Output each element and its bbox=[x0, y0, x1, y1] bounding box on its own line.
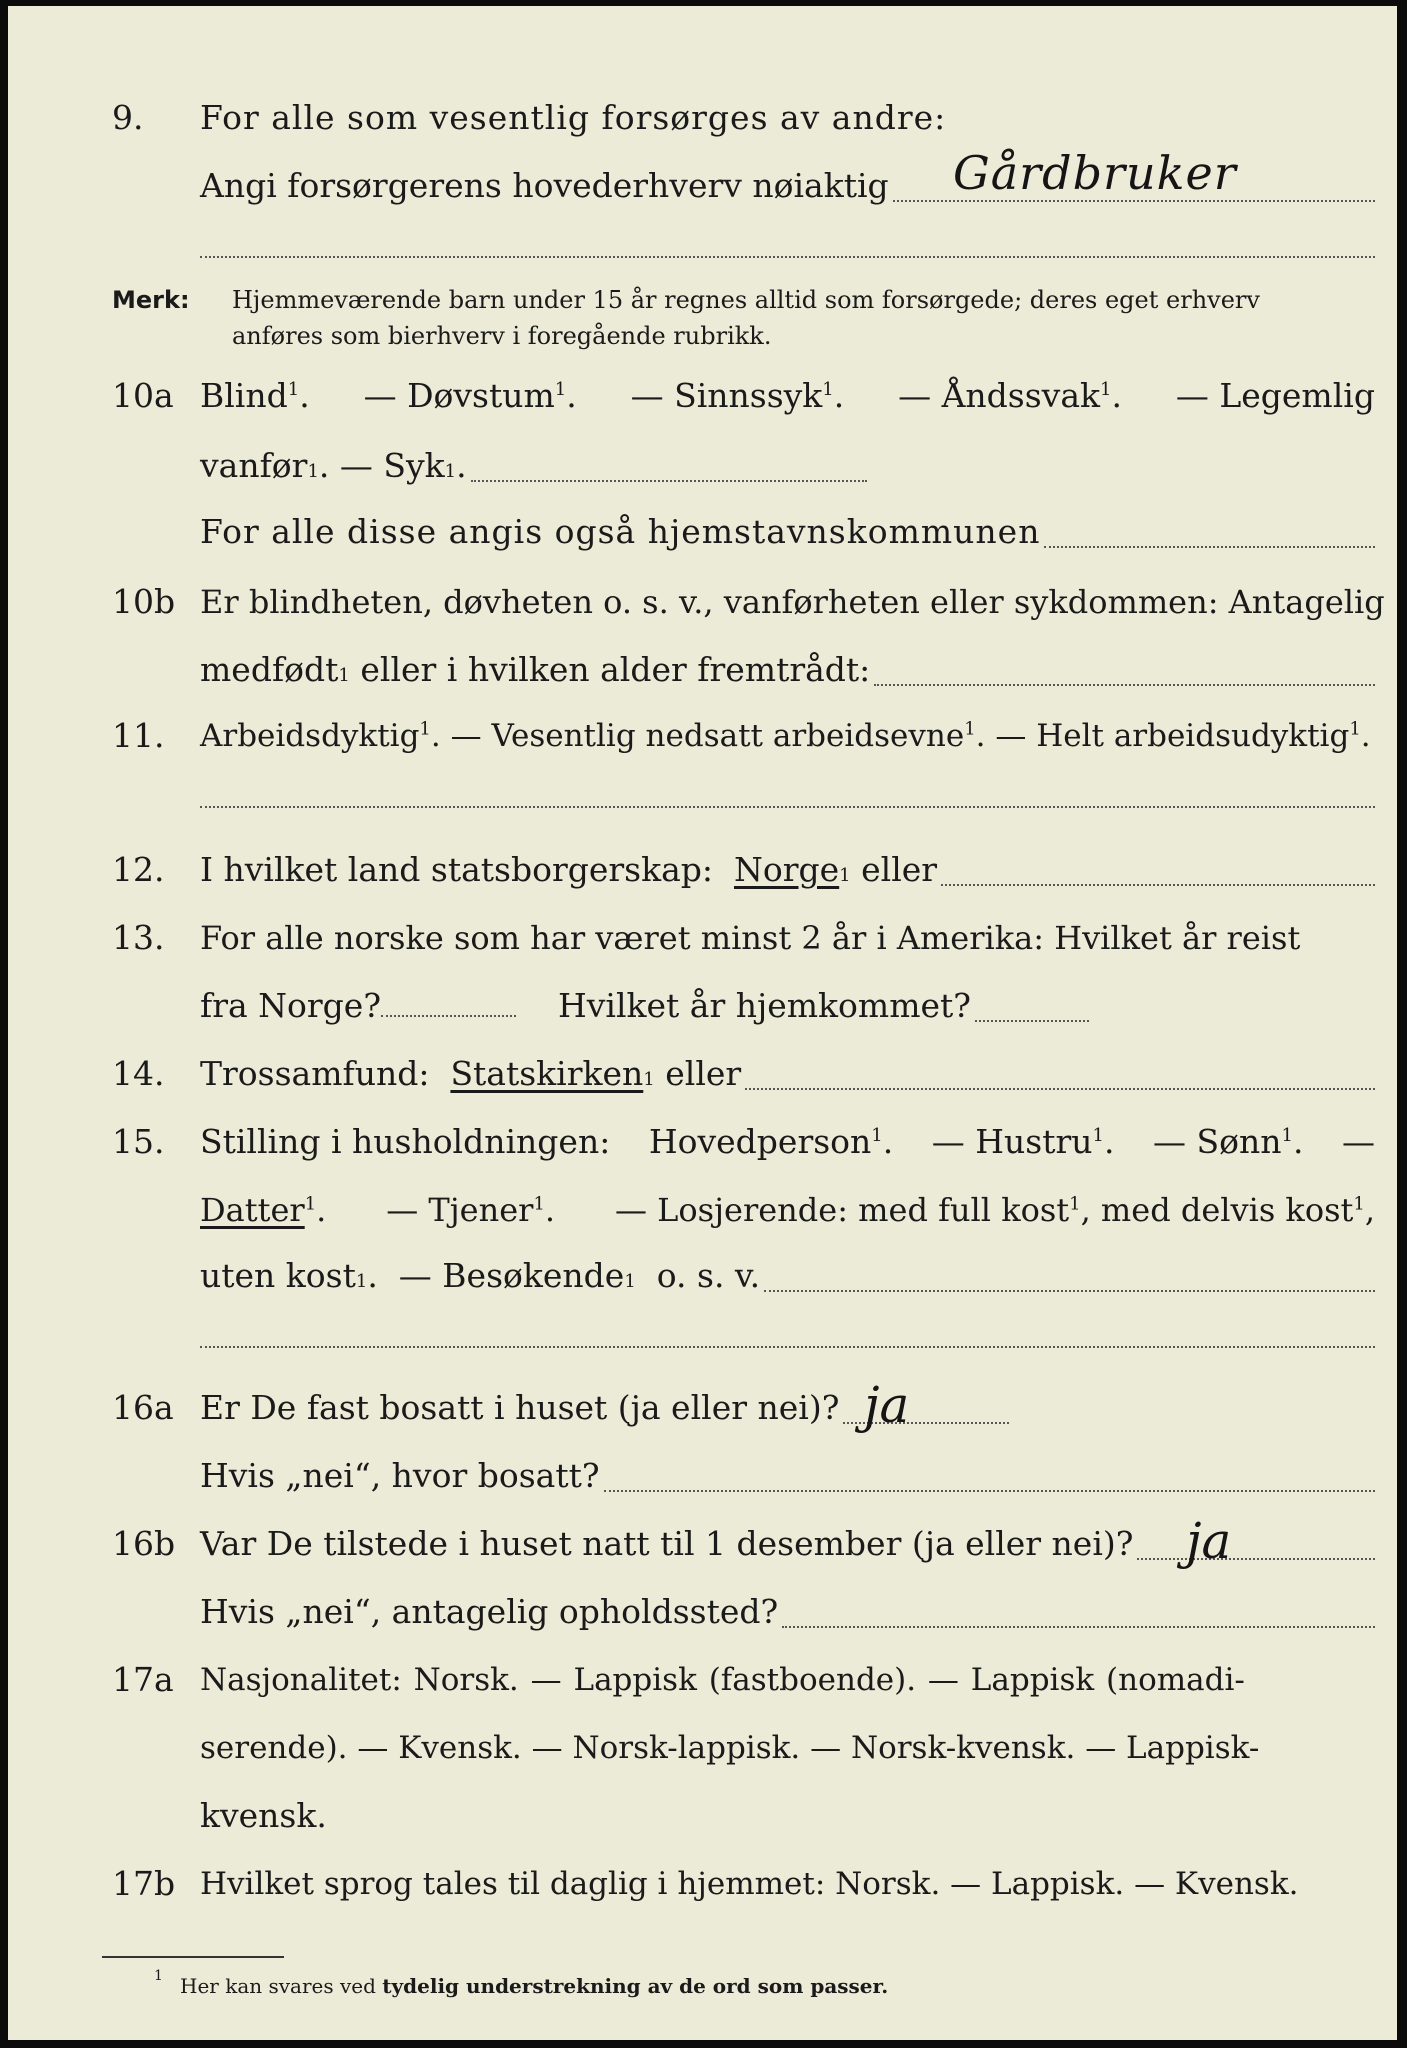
q17a-text-1: Nasjonalitet: Norsk. — Lappisk (fastboende). — Lappisk (nomadi- bbox=[200, 1662, 1245, 1698]
q16b-number: 16b bbox=[112, 1524, 176, 1563]
sup-mark: 1 bbox=[304, 1193, 317, 1215]
q10a-number: 10a bbox=[112, 376, 174, 415]
q11-answer-line[interactable] bbox=[200, 806, 1375, 808]
q15-hustru: — Hustru bbox=[931, 1122, 1093, 1161]
q14-answer-line[interactable] bbox=[745, 1088, 1375, 1090]
merk-label: Merk: bbox=[112, 286, 190, 314]
q10a-blind: Blind bbox=[200, 376, 288, 415]
sup-mark: 1 bbox=[419, 718, 431, 740]
q9-number: 9. bbox=[112, 98, 144, 137]
sup-mark: 1 bbox=[964, 718, 976, 740]
q12-norge: Norge bbox=[734, 850, 840, 889]
sup-mark: 1 bbox=[822, 379, 834, 400]
q14-eller: eller bbox=[665, 1054, 742, 1093]
sup-mark: 1 bbox=[1092, 1125, 1104, 1146]
q10b-alder: eller i hvilken alder fremtrådt: bbox=[360, 650, 871, 689]
q12-number: 12. bbox=[112, 850, 165, 889]
q11-udyktig: — Helt arbeidsudyktig bbox=[995, 718, 1350, 754]
q13-text-1: For alle norske som har været minst 2 år i Amerika: Hvilket år reist bbox=[200, 919, 1301, 957]
q9-handwritten-answer: Gårdbruker bbox=[953, 146, 1237, 200]
sup-mark: 1 bbox=[533, 1193, 545, 1215]
merk-text-1: Hjemmeværende barn under 15 år regnes alltid som forsørgede; deres eget erhverv bbox=[232, 286, 1260, 314]
merk-note bbox=[112, 282, 1375, 362]
q15-uten-kost: uten kost bbox=[200, 1256, 356, 1295]
q15-osv: o. s. v. bbox=[656, 1256, 761, 1295]
q13-number: 13. bbox=[112, 918, 165, 957]
sup-mark: 1 bbox=[871, 1125, 883, 1146]
merk-text-2: anføres som bierhverv i foregående rubrikk. bbox=[232, 322, 772, 350]
q10b-medfodt: medfødt bbox=[200, 650, 339, 689]
q15-delvis-kost: , med delvis kost bbox=[1080, 1191, 1354, 1229]
q15-besokende: — Besøkende bbox=[398, 1256, 625, 1295]
q15-sonn: — Sønn bbox=[1153, 1122, 1282, 1161]
q16b-answer-line[interactable] bbox=[1137, 1558, 1375, 1560]
q10b-answer-line[interactable] bbox=[874, 684, 1375, 686]
q16b-opholdssted-line[interactable] bbox=[782, 1626, 1375, 1628]
q9-text-1: For alle som vesentlig forsørges av andre: bbox=[200, 98, 947, 137]
q11-number: 11. bbox=[112, 716, 165, 755]
q16a-text-1: Er De fast bosatt i huset (ja eller nei)? bbox=[200, 1388, 840, 1427]
q16a-number: 16a bbox=[112, 1388, 174, 1427]
q12-eller: eller bbox=[861, 850, 938, 889]
q14-number: 14. bbox=[112, 1054, 165, 1093]
sup-mark: 1 bbox=[1353, 1193, 1365, 1215]
q13-reist-line[interactable] bbox=[381, 1015, 516, 1017]
q16a-handwritten-answer: ja bbox=[864, 1376, 910, 1434]
q16a-bosatt-line[interactable] bbox=[604, 1490, 1375, 1492]
q14-text: Trossamfund: bbox=[200, 1054, 430, 1093]
q15-answer-line[interactable] bbox=[764, 1290, 1375, 1292]
q11-nedsatt: — Vesentlig nedsatt arbeidsevne bbox=[450, 718, 965, 754]
q16b-text-1: Var De tilstede i huset natt til 1 desember (ja eller nei)? bbox=[200, 1524, 1134, 1563]
sup-mark: 1 bbox=[1100, 379, 1112, 400]
q10b-number: 10b bbox=[112, 582, 176, 621]
q16a-text-2: Hvis „nei“, hvor bosatt? bbox=[200, 1456, 600, 1495]
sup-mark: 1 bbox=[1069, 1193, 1081, 1215]
q10a-dovstum: — Døvstum bbox=[363, 376, 555, 415]
q10a-hjemstavn-line[interactable] bbox=[1044, 546, 1375, 548]
sup-mark: 1 bbox=[1349, 718, 1361, 740]
q10a-hjemstavn: For alle disse angis også hjemstavnskommunen bbox=[200, 512, 1041, 551]
q14-statskirken: Statskirken bbox=[450, 1054, 644, 1093]
q16b-text-2: Hvis „nei“, antagelig opholdssted? bbox=[200, 1592, 779, 1631]
q17a-text-2: serende). — Kvensk. — Norsk-lappisk. — Norsk-kvensk. — Lappisk- bbox=[200, 1730, 1260, 1766]
q13-hjemkommet: Hvilket år hjemkommet? bbox=[558, 986, 971, 1025]
q10a-sinnssyk: — Sinnssyk bbox=[630, 376, 823, 415]
footnote-divider bbox=[102, 1956, 284, 1958]
q10a-vanfor: vanfør bbox=[200, 446, 308, 485]
sup-mark: 1 bbox=[554, 379, 567, 400]
q10a-syk: — Syk bbox=[339, 446, 445, 485]
q9-extra-line[interactable] bbox=[200, 256, 1375, 258]
q10b-text-1: Er blindheten, døvheten o. s. v., vanførheten eller sykdommen: Antagelig bbox=[200, 583, 1385, 621]
q17b-number: 17b bbox=[112, 1864, 176, 1903]
q15-extra-line[interactable] bbox=[200, 1346, 1375, 1348]
footnote bbox=[180, 1974, 888, 1998]
q12-text: I hvilket land statsborgerskap: bbox=[200, 850, 714, 889]
q15-datter: Datter bbox=[200, 1191, 305, 1229]
q9-answer-line[interactable] bbox=[893, 200, 1375, 202]
q12-answer-line[interactable] bbox=[941, 884, 1375, 886]
census-form-page: 9. For alle som vesentlig forsørges av andre: Angi forsørgerens hovederhverv nøiaktig Gårdbruker Merk: Hjemmeværende barn under 15 år regnes alltid som forsørgede; deres eget erhverv anføres som bierhverv i foregående rubrikk. 10a Blind$^1$. — Døvstum$^1$. — Sinnssyk$^1$. — Åndssvak$^1$. — Legemlig vanfør 1 . — Syk 1 . For alle disse angis også hjemstavnskommunen 10b Er blindheten, døvheten o. s. v., vanførheten eller sykdommen: Antagelig medfødt 1 eller i hvilken alder fremtrådt: 11. Arbeidsdyktig$^1$. — Vesentlig nedsatt arbeidsevne$^1$. — Helt arbeidsudyktig$^1$. 12. I hvilket land statsborgerskap: Norge 1 eller 13. For alle norske som har været minst 2 år i Amerika: Hvilket år reist fra Norge? Hvilket år hjemkommet? 14. Trossamfund: Statskirken 1 eller 15. Stilling i husholdningen: Hovedperson$^1$. — Hustru$^1$. — Sønn$^1$. — Datter$^1$. — Tjener$^1$. — Losjerende: med full kost$^1$, med delvis kost$^1$, uten kost 1 . — Besøkende 1 o. s. v. 16a Er De fast bosatt i huset (ja eller nei)? ja Hvis „nei“, hvor bosatt? 16b Var De tilstede i huset natt til 1 desember (ja eller nei)? ja Hvis „nei“, antagelig opholdssted? 17a Nasjonalitet: Norsk. — Lappisk (fastboende). — Lappisk (nomadi- serende). — Kvensk. — Norsk-lappisk. — Norsk-kvensk. — Lappisk- kvensk. 17b Hvilket sprog tales til daglig i hjemmet: Norsk. — Lappisk. — Kvensk. 1 Her kan svares ved tydelig understrekning av de ord som passer. bbox=[8, 6, 1397, 2040]
q9-text-2: Angi forsørgerens hovederhverv nøiaktig bbox=[200, 166, 889, 205]
q15-dash: — bbox=[1341, 1122, 1375, 1161]
q17b-text-1: Hvilket sprog tales til daglig i hjemmet: Norsk. — Lappisk. — Kvensk. bbox=[200, 1866, 1299, 1902]
q16b-handwritten-answer: ja bbox=[1186, 1512, 1232, 1570]
q17a-number: 17a bbox=[112, 1660, 174, 1699]
q13-hjemkommet-line[interactable] bbox=[975, 1020, 1089, 1022]
q15-tjener: — Tjener bbox=[386, 1191, 534, 1229]
q15-full-kost: — Losjerende: med full kost bbox=[614, 1191, 1070, 1229]
q15-stilling: Stilling i husholdningen: bbox=[200, 1122, 611, 1161]
footnote-mark: 1 bbox=[154, 1968, 163, 1984]
q10a-legemlig: — Legemlig bbox=[1175, 376, 1375, 415]
q10a-answer-line[interactable] bbox=[471, 480, 867, 482]
q17a-text-3: kvensk. bbox=[200, 1796, 327, 1835]
q15-number: 15. bbox=[112, 1122, 165, 1161]
q10a-andssvak: — Åndssvak bbox=[898, 376, 1100, 415]
footnote-plain: Her kan svares ved bbox=[180, 1974, 376, 1998]
sup-mark: 1 bbox=[1281, 1125, 1293, 1146]
sup-mark: 1 bbox=[287, 379, 300, 400]
footnote-bold: tydelig understrekning av de ord som passer. bbox=[382, 1974, 889, 1998]
q13-fra-norge: fra Norge? bbox=[200, 986, 382, 1025]
q11-arbeidsdyktig: Arbeidsdyktig bbox=[200, 718, 420, 754]
q15-hovedperson: Hovedperson bbox=[648, 1122, 872, 1161]
